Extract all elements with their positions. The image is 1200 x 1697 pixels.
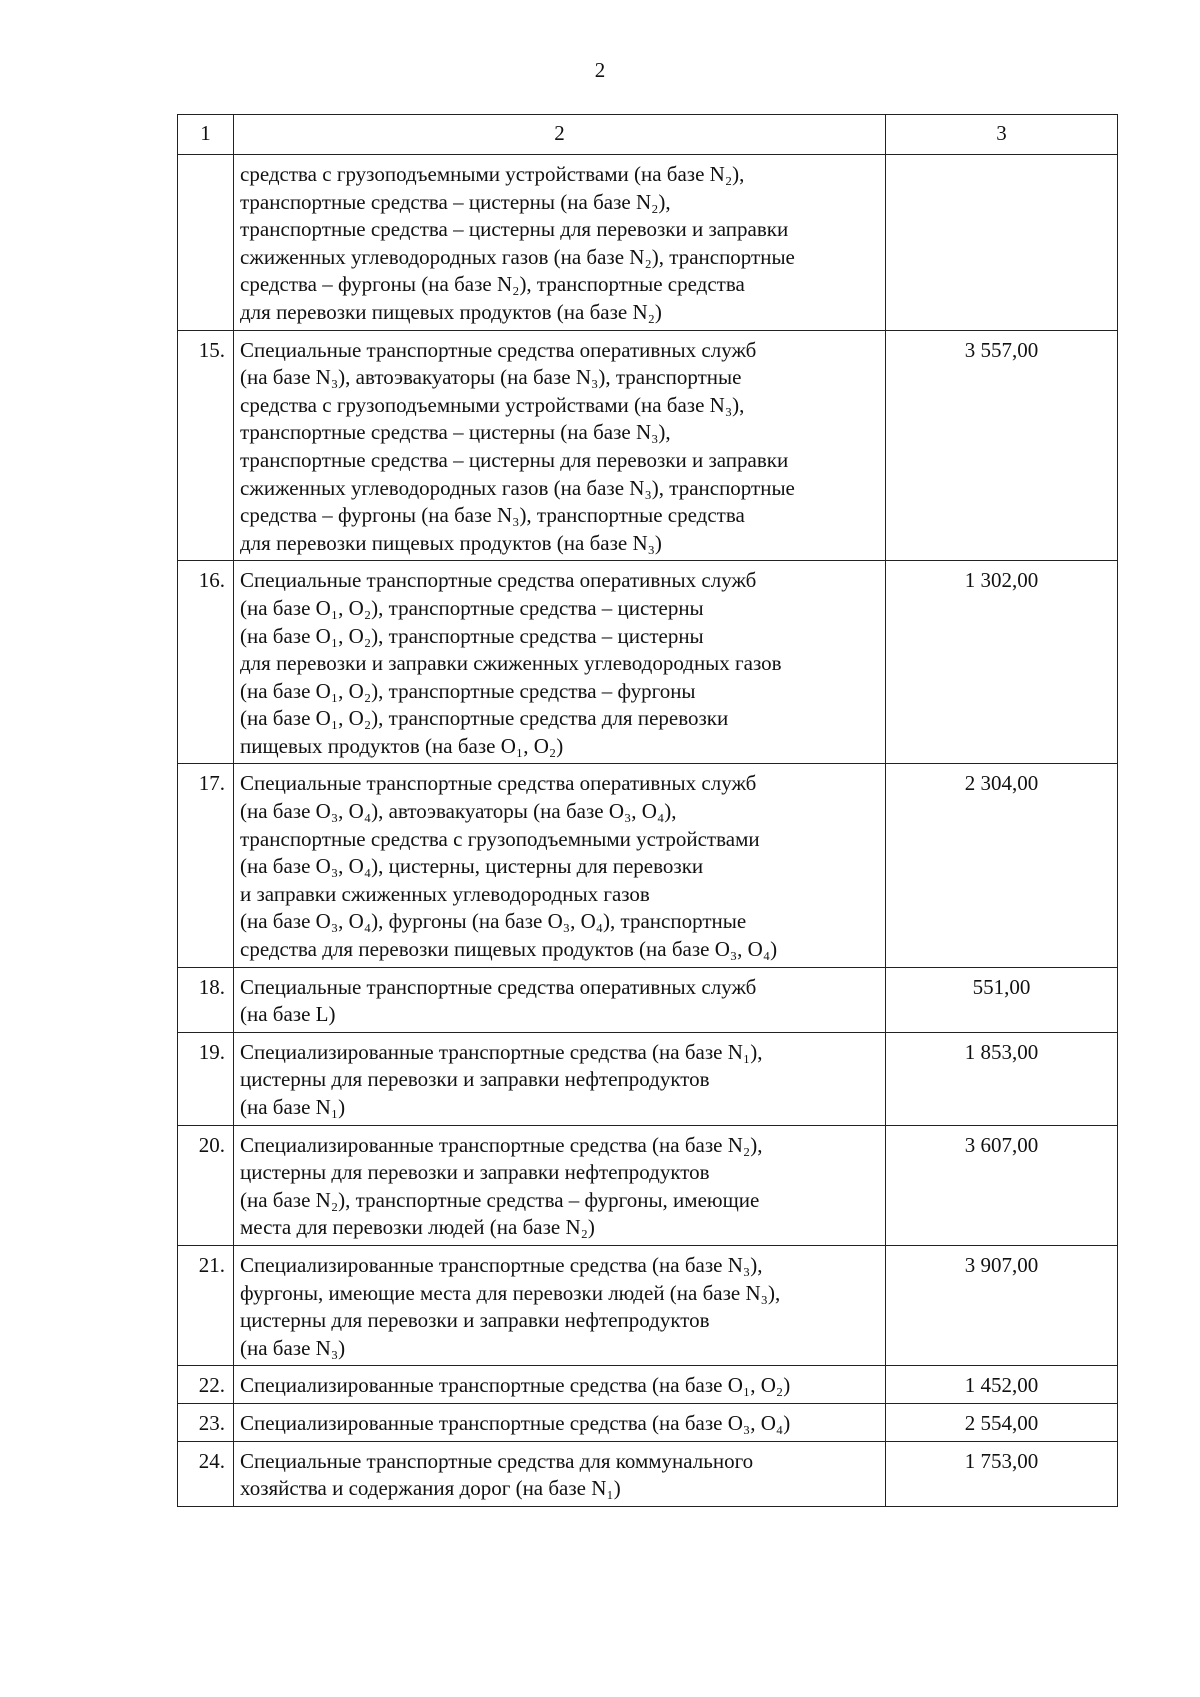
description-line: транспортные средства – цистерны (на базе N₂),	[240, 189, 671, 214]
row-number: 24.	[178, 1441, 234, 1506]
row-value: 3 907,00	[886, 1245, 1118, 1365]
row-number: 18.	[178, 967, 234, 1032]
description-line: Специализированные транспортные средства (на базе O₃, O₄)	[240, 1410, 791, 1435]
row-description	[234, 1125, 886, 1245]
description-line: цистерны для перевозки и заправки нефтепродуктов	[240, 1160, 710, 1185]
row-number: 20.	[178, 1125, 234, 1245]
row-value: 551,00	[886, 967, 1118, 1032]
column-header-1: 1	[178, 115, 234, 155]
header-row	[178, 115, 1118, 155]
table-header	[178, 115, 1118, 155]
row-value: 3 557,00	[886, 330, 1118, 561]
description-line: (на базе N₃), автоэвакуаторы (на базе N₃), транспортные	[240, 365, 742, 390]
description-line: Специализированные транспортные средства (на базе N₁),	[240, 1039, 763, 1064]
description-line: для перевозки и заправки сжиженных углеводородных газов	[240, 651, 782, 676]
row-description	[234, 1403, 886, 1441]
row-number: 22.	[178, 1366, 234, 1404]
row-number: 16.	[178, 561, 234, 764]
row-value: 1 753,00	[886, 1441, 1118, 1506]
description-line: транспортные средства – цистерны для перевозки и заправки	[240, 217, 789, 242]
column-header-2: 2	[234, 115, 886, 155]
description-line: транспортные средства – цистерны для перевозки и заправки	[240, 447, 789, 472]
description-line: Специальные транспортные средства оперативных служб	[240, 568, 757, 593]
row-description	[234, 1245, 886, 1365]
table-row	[178, 1125, 1118, 1245]
description-line: Специализированные транспортные средства (на базе N₃),	[240, 1252, 763, 1277]
table-row	[178, 1441, 1118, 1506]
row-value: 1 853,00	[886, 1032, 1118, 1125]
description-line: для перевозки пищевых продуктов (на базе N₂)	[240, 299, 662, 324]
row-number: 23.	[178, 1403, 234, 1441]
tariff-table	[177, 114, 1118, 1507]
description-line: (на базе O₁, O₂), транспортные средства для перевозки	[240, 706, 729, 731]
row-number: 19.	[178, 1032, 234, 1125]
description-line: (на базе O₃, O₄), фургоны (на базе O₃, O₄), транспортные	[240, 909, 747, 934]
description-line: средства для перевозки пищевых продуктов (на базе O₃, O₄)	[240, 937, 778, 962]
description-line: и заправки сжиженных углеводородных газов	[240, 881, 650, 906]
description-line: Специальные транспортные средства оперативных служб	[240, 771, 757, 796]
description-line: (на базе O₁, O₂), транспортные средства – фургоны	[240, 678, 696, 703]
table-row	[178, 764, 1118, 967]
row-number: 15.	[178, 330, 234, 561]
description-line: (на базе O₁, O₂), транспортные средства – цистерны	[240, 595, 704, 620]
table-row	[178, 1403, 1118, 1441]
table-row	[178, 155, 1118, 331]
description-line: транспортные средства с грузоподъемными устройствами	[240, 826, 760, 851]
description-line: фургоны, имеющие места для перевозки людей (на базе N₃),	[240, 1280, 781, 1305]
row-number: 21.	[178, 1245, 234, 1365]
description-line: (на базе O₃, O₄), автоэвакуаторы (на базе O₃, O₄),	[240, 799, 677, 824]
description-line: сжиженных углеводородных газов (на базе N₃), транспортные	[240, 475, 795, 500]
description-line: цистерны для перевозки и заправки нефтепродуктов	[240, 1308, 710, 1333]
row-value: 3 607,00	[886, 1125, 1118, 1245]
description-line: Специализированные транспортные средства (на базе N₂),	[240, 1132, 763, 1157]
description-line: Специальные транспортные средства оперативных служб	[240, 974, 757, 999]
description-line: средства с грузоподъемными устройствами (на базе N₂),	[240, 162, 745, 186]
page-number: 2	[594, 58, 606, 82]
row-description	[234, 1441, 886, 1506]
description-line: (на базе L)	[240, 1002, 336, 1027]
table-row	[178, 561, 1118, 764]
description-line: сжиженных углеводородных газов (на базе N₂), транспортные	[240, 244, 795, 269]
description-line: Специальные транспортные средства для коммунального	[240, 1448, 754, 1473]
row-value: 2 554,00	[886, 1403, 1118, 1441]
description-line: Специальные транспортные средства оперативных служб	[240, 337, 757, 362]
description-line: (на базе N₂), транспортные средства – фургоны, имеющие	[240, 1187, 760, 1212]
table-row	[178, 1245, 1118, 1365]
table-row	[178, 967, 1118, 1032]
description-line: (на базе O₃, O₄), цистерны, цистерны для перевозки	[240, 854, 704, 879]
description-line: хозяйства и содержания дорог (на базе N₁)	[240, 1476, 621, 1501]
description-line: для перевозки пищевых продуктов (на базе N₃)	[240, 530, 662, 555]
row-description	[234, 1032, 886, 1125]
description-line: места для перевозки людей (на базе N₂)	[240, 1215, 595, 1240]
row-description	[234, 330, 886, 561]
row-description	[234, 764, 886, 967]
row-description	[234, 561, 886, 764]
row-number: 17.	[178, 764, 234, 967]
table-row	[178, 1366, 1118, 1404]
description-line: средства с грузоподъемными устройствами (на базе N₃),	[240, 392, 745, 417]
description-line: (на базе N₁)	[240, 1095, 346, 1119]
description-line: цистерны для перевозки и заправки нефтепродуктов	[240, 1067, 710, 1092]
row-description	[234, 967, 886, 1032]
table-row	[178, 330, 1118, 561]
row-description	[234, 155, 886, 331]
column-header-3: 3	[886, 115, 1118, 155]
description-line: транспортные средства – цистерны (на базе N₃),	[240, 420, 671, 445]
description-line: средства – фургоны (на базе N₃), транспортные средства	[240, 503, 745, 528]
description-line: Специализированные транспортные средства (на базе O₁, O₂)	[240, 1373, 791, 1398]
description-line: (на базе O₁, O₂), транспортные средства – цистерны	[240, 623, 704, 648]
row-value	[886, 155, 1118, 331]
row-number	[178, 155, 234, 331]
description-line: (на базе N₃)	[240, 1335, 346, 1360]
table-body	[178, 155, 1118, 1507]
description-line: средства – фургоны (на базе N₂), транспортные средства	[240, 272, 745, 297]
description-line: пищевых продуктов (на базе O₁, O₂)	[240, 733, 564, 758]
row-value: 2 304,00	[886, 764, 1118, 967]
row-value: 1 452,00	[886, 1366, 1118, 1404]
row-value: 1 302,00	[886, 561, 1118, 764]
table-row	[178, 1032, 1118, 1125]
row-description	[234, 1366, 886, 1404]
